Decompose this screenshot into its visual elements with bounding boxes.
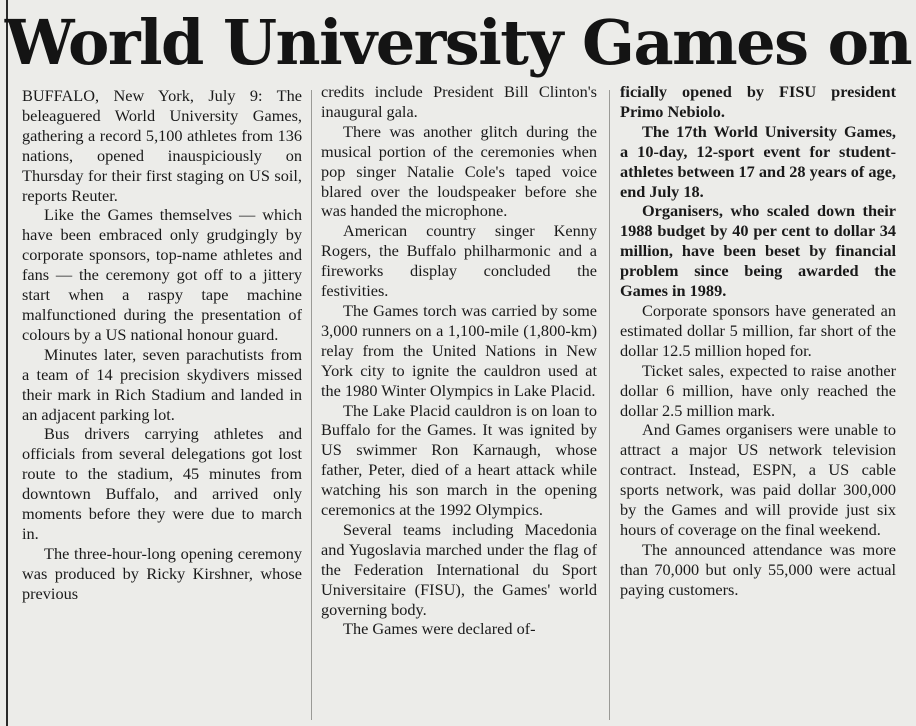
paragraph: Bus drivers carrying athletes and officials from several delegations got lost route to the stadium, 45 minutes from downtown Buffalo, and arrived only moments before they were due to march in. xyxy=(22,424,302,543)
clipping-left-edge xyxy=(6,0,8,726)
paragraph: credits include President Bill Clinton's inaugural gala. xyxy=(321,82,597,121)
paragraph: The Games were declared of- xyxy=(343,619,536,639)
article-column-1 xyxy=(22,86,302,722)
paragraph: There was another glitch during the musical portion of the ceremonies when pop singer Natalie Cole's taped voice blared over the loudspeaker before she was handed the microphone. xyxy=(321,121,597,221)
paragraph: The Games torch was carried by some 3,000 runners on a 1,100-mile (1,800-km) relay from the United Nations in New York city to ignite the cauldron used at the 1980 Winter Olympics in Lake Placid. xyxy=(321,300,597,400)
paragraph: Organisers, who scaled down their 1988 budget by 40 per cent to dollar 34 million, have been beset by financial problem since being awarded the Games in 1989. xyxy=(620,201,896,301)
paragraph: American country singer Kenny Rogers, the Buffalo philharmonic and a fireworks display concluded the festivities. xyxy=(321,221,597,301)
paragraph: ficially opened by FISU president Primo Nebiolo. xyxy=(620,82,896,121)
paragraph: Minutes later, seven parachutists from a team of 14 precision skydivers missed their mark in Rich Stadium and landed in an adjacent parking lot. xyxy=(22,344,302,424)
paragraph: Corporate sponsors have generated an estimated dollar 5 million, far short of the dollar 12.5 million hoped for. xyxy=(620,300,896,360)
article-column-2 xyxy=(321,82,597,718)
column-divider xyxy=(609,90,610,720)
paragraph: The Lake Placid cauldron is on loan to Buffalo for the Games. It was ignited by US swimmer Ron Karnaugh, whose father, Peter, died of a heart attack while watching his son march in the opening ceremonics at the 1992 Olympics. xyxy=(321,400,597,520)
paragraph: Ticket sales, expected to raise another dollar 6 million, have only reached the dollar 2.5 million mark. xyxy=(620,360,896,420)
paragraph: BUFFALO, New York, July 9: The beleaguered World University Games, gathering a record 5,100 athletes from 136 nations, opened inauspiciously on Thursday for their first staging on US soil, reports Reuter. xyxy=(22,86,302,205)
paragraph: Like the Games themselves — which have been embraced only grudgingly by corporate sponsors, top-name athletes and fans — the ceremony got off to a jittery start when a raspy tape machine malfunctioned during the presentation of colours by a US national honour guard. xyxy=(22,205,302,344)
paragraph: The announced attendance was more than 70,000 but only 55,000 were actual paying customers. xyxy=(620,539,896,599)
headline: World University Games on xyxy=(4,6,912,79)
article-column-3 xyxy=(620,82,896,718)
column-divider xyxy=(311,90,312,720)
paragraph: The 17th World University Games, a 10-day, 12-sport event for student-athletes between 17 and 28 years of age, end July 18. xyxy=(620,121,896,201)
paragraph: Several teams including Macedonia and Yugoslavia marched under the flag of the Federation International du Sport Universitaire (FISU), the Games' world governing body. xyxy=(321,519,597,619)
paragraph: And Games organisers were unable to attract a major US network television contract. Instead, ESPN, a US cable sports network, was paid dollar 300,000 by the Games and will provide just six hours of coverage on the final weekend. xyxy=(620,420,896,539)
paragraph: The three-hour-long opening ceremony was produced by Ricky Kirshner, whose previous xyxy=(22,543,302,603)
